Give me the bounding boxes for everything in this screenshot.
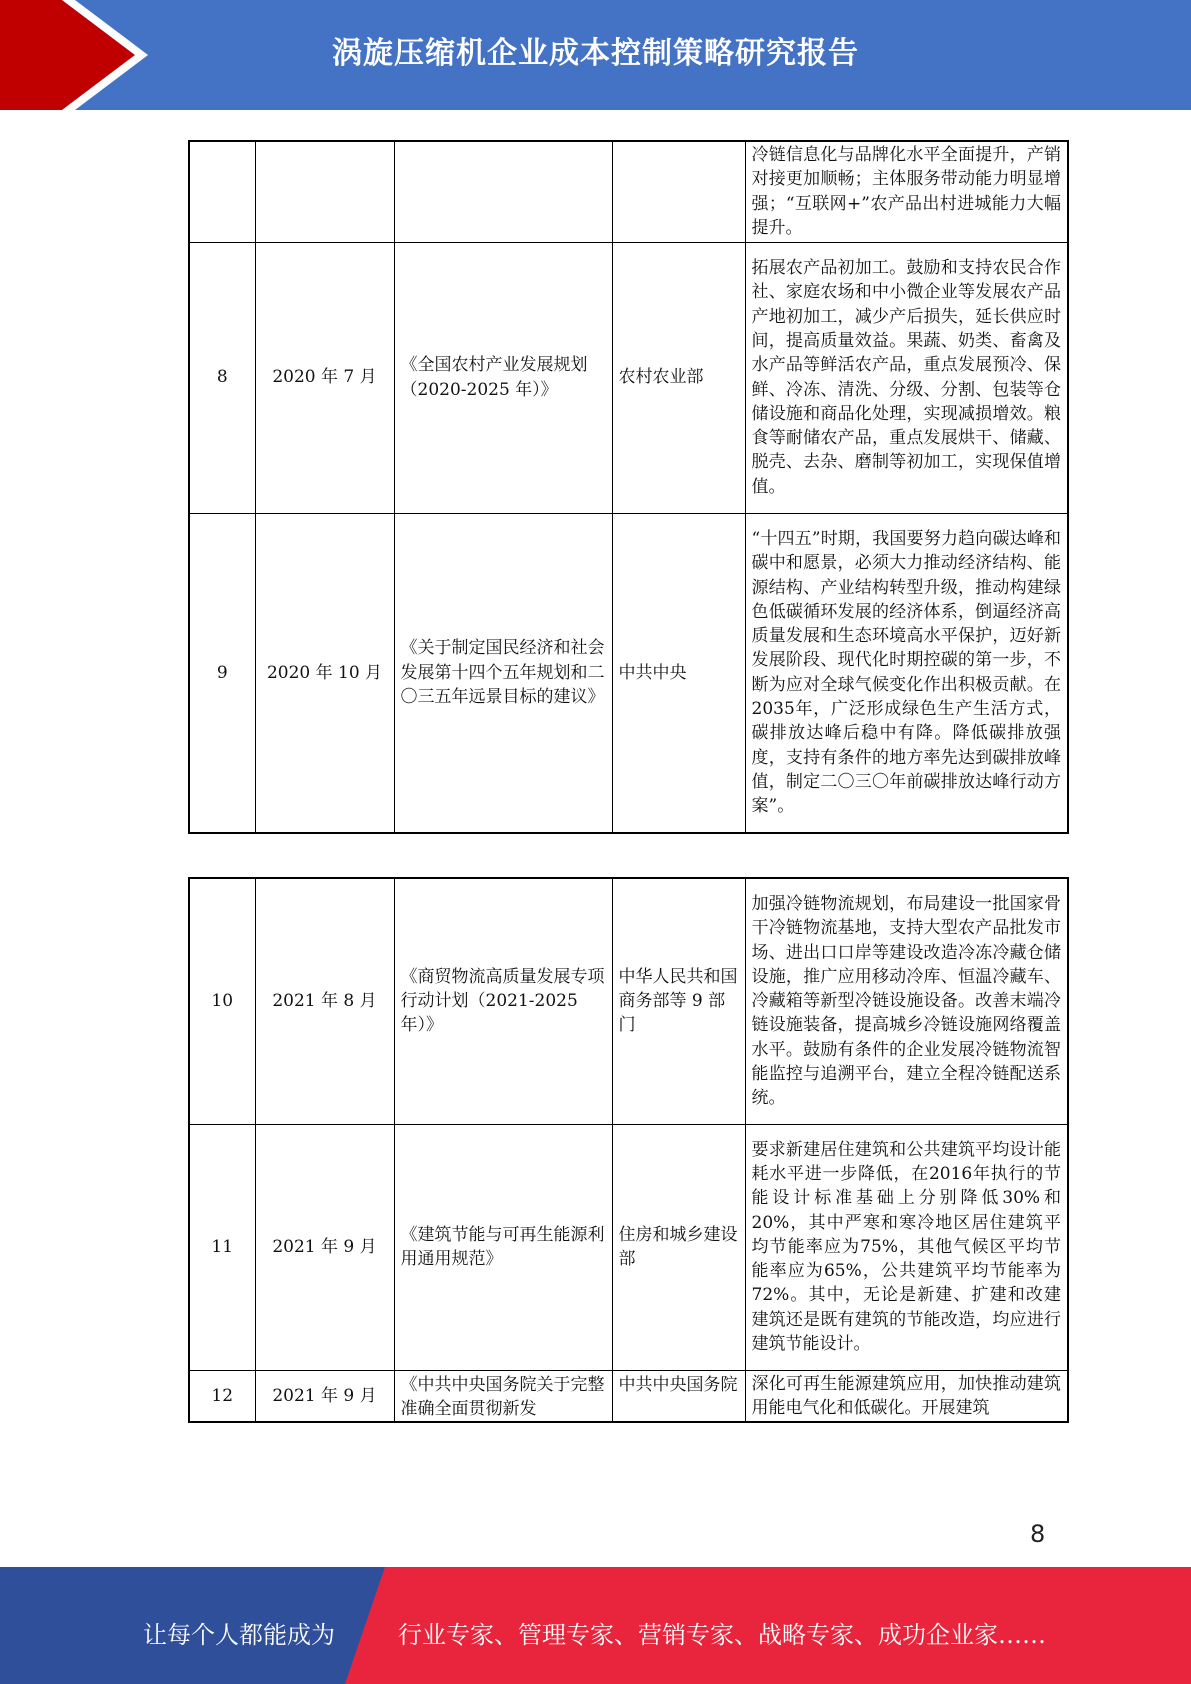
row-department: 住房和城乡建设部 <box>612 1124 745 1370</box>
row-content: “十四五”时期，我国要努力趋向碳达峰和碳中和愿景，必须大力推动经济结构、能源结构、产业结构转型升级，推动构建绿色低碳循环发展的经济体系，倒逼经济高质量发展和生态环境高水平保护，迈好新发展阶段、现代化时期控碳的第一步，不断为应对全球气候变化作出积极贡献。在2035年，广泛形成绿色生产生活方式，碳排放达峰后稳中有降。降低碳排放强度，支持有条件的地方率先达到碳排放峰值，制定二〇三〇年前碳排放达峰行动方案”。 <box>745 513 1068 833</box>
table-row <box>189 141 1068 242</box>
row-policy-name: 《全国农村产业发展规划（2020-2025 年）》 <box>394 242 612 513</box>
row-department: 中共中央国务院 <box>612 1370 745 1422</box>
row-department: 农村农业部 <box>612 242 745 513</box>
row-content: 深化可再生能源建筑应用，加快推动建筑用能电气化和低碳化。开展建筑 <box>745 1370 1068 1422</box>
row-policy-name: 《中共中央国务院关于完整准确全面贯彻新发 <box>394 1370 612 1422</box>
row-date: 2021 年 9 月 <box>255 1370 394 1422</box>
table-row <box>189 242 1068 513</box>
policy-table-1 <box>188 140 1069 834</box>
row-content: 要求新建居住建筑和公共建筑平均设计能耗水平进一步降低，在2016年执行的节能设计标准基础上分别降低30%和20%，其中严寒和寒冷地区居住建筑平均节能率应为75%，其他气候区平均节能率应为65%，公共建筑平均节能率为72%。其中，无论是新建、扩建和改建建筑还是既有建筑的节能改造，均应进行建筑节能设计。 <box>745 1124 1068 1370</box>
row-index: 9 <box>189 513 255 833</box>
row-department <box>612 141 745 242</box>
row-index: 11 <box>189 1124 255 1370</box>
row-index: 10 <box>189 878 255 1124</box>
page-header <box>0 0 1191 110</box>
row-date: 2020 年 10 月 <box>255 513 394 833</box>
table-row <box>189 878 1068 1124</box>
page-number: 8 <box>1030 1520 1046 1548</box>
row-department: 中华人民共和国商务部等 9 部门 <box>612 878 745 1124</box>
row-content: 冷链信息化与品牌化水平全面提升，产销对接更加顺畅；主体服务带动能力明显增强；“互联网+”农产品出村进城能力大幅提升。 <box>745 141 1068 242</box>
row-index <box>189 141 255 242</box>
footer-slogan-left: 让每个人都能成为 <box>143 1621 335 1649</box>
row-policy-name: 《关于制定国民经济和社会发展第十四个五年规划和二〇三五年远景目标的建议》 <box>394 513 612 833</box>
row-policy-name <box>394 141 612 242</box>
row-index: 8 <box>189 242 255 513</box>
row-index: 12 <box>189 1370 255 1422</box>
report-title: 涡旋压缩机企业成本控制策略研究报告 <box>332 36 859 71</box>
row-date: 2020 年 7 月 <box>255 242 394 513</box>
table-row <box>189 513 1068 833</box>
row-date <box>255 141 394 242</box>
footer-slogan-right: 行业专家、管理专家、营销专家、战略专家、成功企业家…… <box>398 1621 1046 1649</box>
table-row <box>189 1124 1068 1370</box>
row-department: 中共中央 <box>612 513 745 833</box>
row-policy-name: 《商贸物流高质量发展专项行动计划（2021-2025 年）》 <box>394 878 612 1124</box>
table-row <box>189 1370 1068 1422</box>
policy-table-2 <box>188 877 1069 1423</box>
row-date: 2021 年 9 月 <box>255 1124 394 1370</box>
row-content: 拓展农产品初加工。鼓励和支持农民合作社、家庭农场和中小微企业等发展农产品产地初加工，减少产后损失，延长供应时间，提高质量效益。果蔬、奶类、畜禽及水产品等鲜活农产品，重点发展预冷、保鲜、冷冻、清洗、分级、分割、包装等仓储设施和商品化处理，实现减损增效。粮食等耐储农产品，重点发展烘干、储藏、脱壳、去杂、磨制等初加工，实现保值增值。 <box>745 242 1068 513</box>
row-policy-name: 《建筑节能与可再生能源利用通用规范》 <box>394 1124 612 1370</box>
row-content: 加强冷链物流规划，布局建设一批国家骨干冷链物流基地，支持大型农产品批发市场、进出口口岸等建设改造冷冻冷藏仓储设施，推广应用移动冷库、恒温冷藏车、冷藏箱等新型冷链设施设备。改善末端冷链设施装备，提高城乡冷链设施网络覆盖水平。鼓励有条件的企业发展冷链物流智能监控与追溯平台，建立全程冷链配送系统。 <box>745 878 1068 1124</box>
row-date: 2021 年 8 月 <box>255 878 394 1124</box>
